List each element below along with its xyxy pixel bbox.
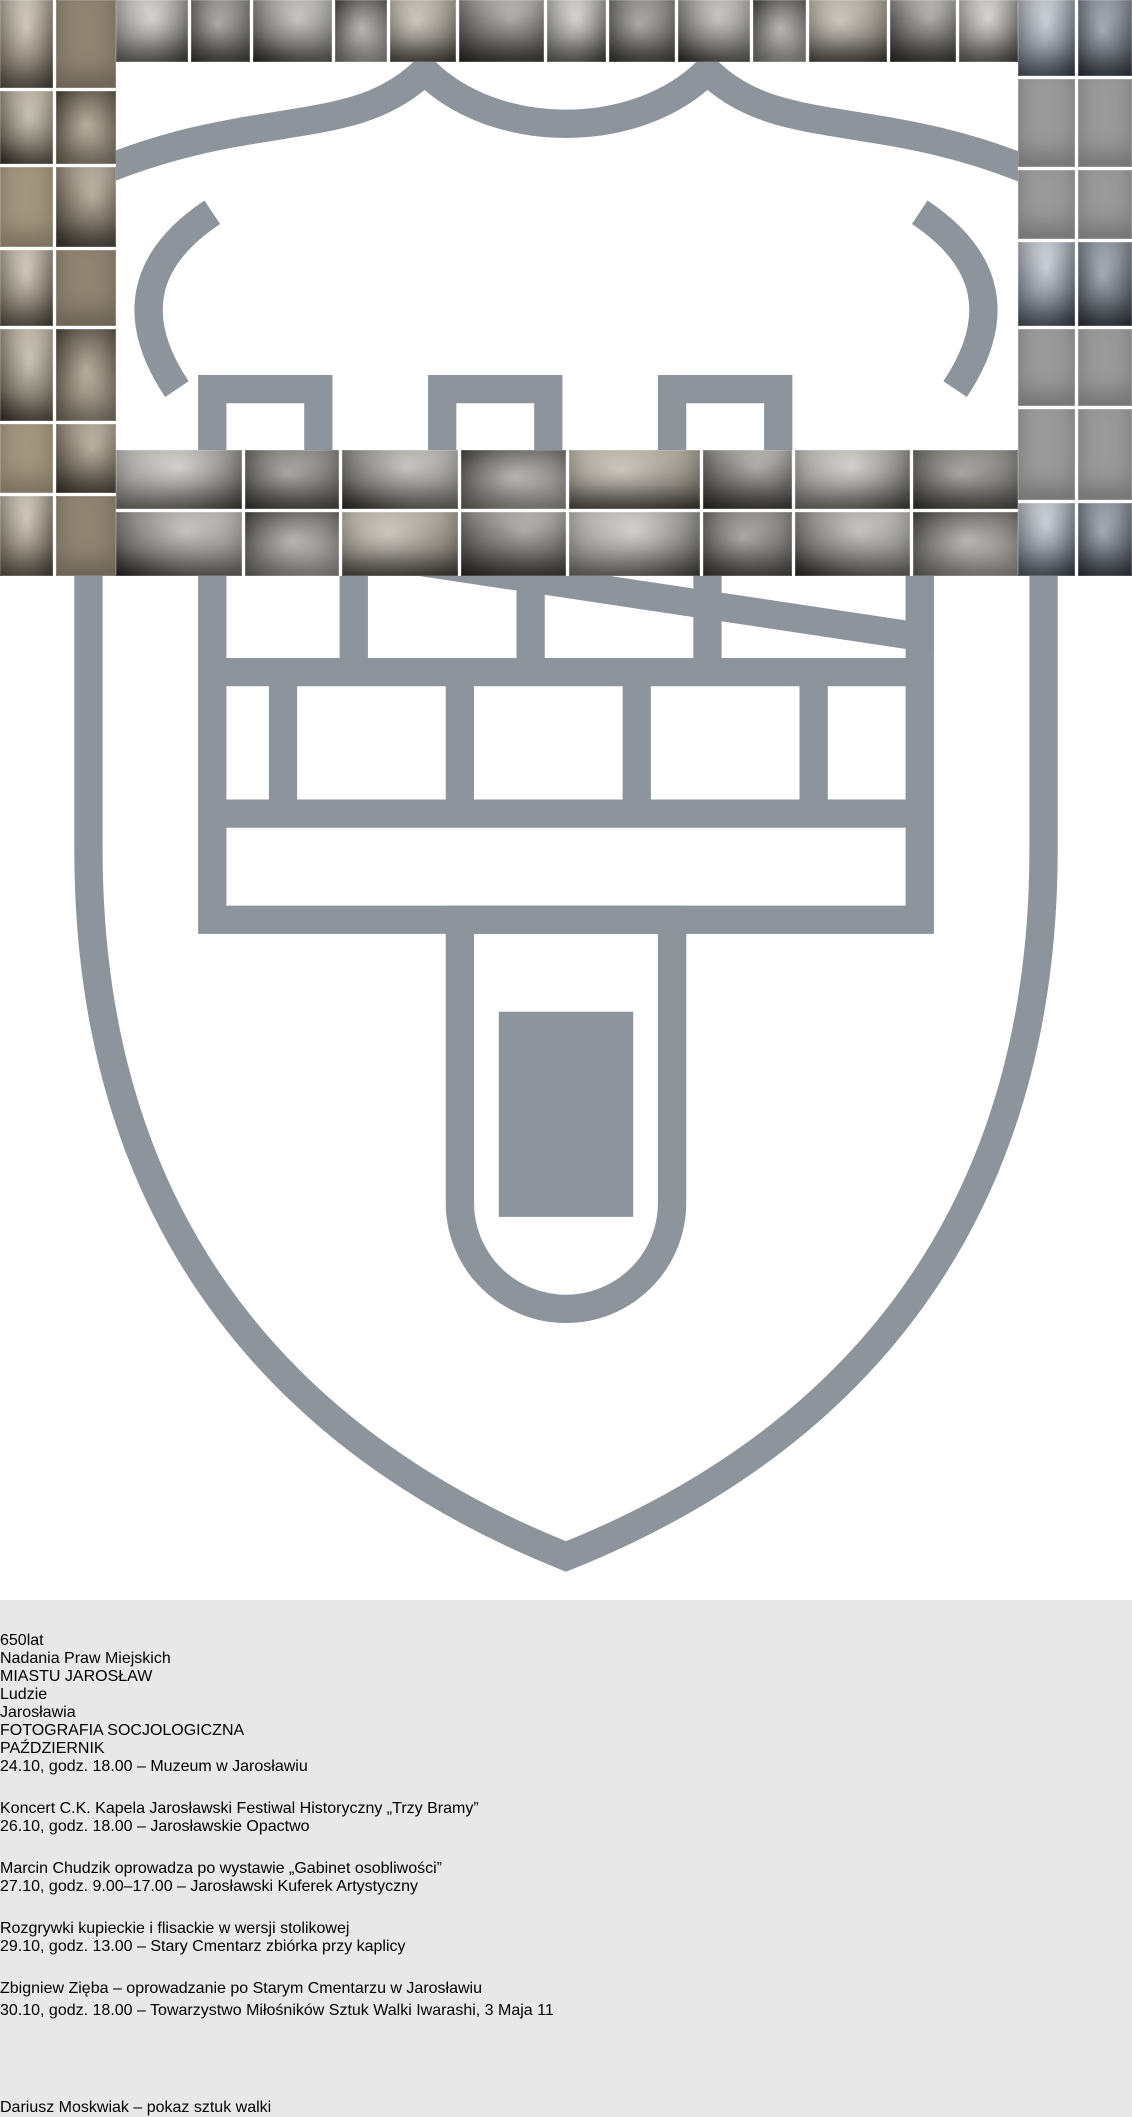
photo-tile bbox=[116, 0, 188, 62]
photo-collage-middle bbox=[116, 450, 1018, 576]
photo-tile bbox=[1078, 503, 1132, 576]
photo-collage-right bbox=[1018, 0, 1132, 576]
event-2-description bbox=[0, 1860, 1132, 1878]
photo-tile bbox=[461, 450, 566, 509]
photo-collage-left bbox=[0, 0, 116, 576]
photo-tile bbox=[459, 0, 544, 62]
photo-tile bbox=[913, 450, 1018, 509]
photo-tile bbox=[795, 450, 910, 509]
photo-tile bbox=[1018, 0, 1075, 76]
anniversary-years: 650 bbox=[0, 1632, 27, 1650]
anniversary-years-suffix: lat bbox=[26, 1632, 44, 1650]
month-heading-text: PAŹDZIERNIK bbox=[0, 1740, 105, 1758]
event-2-header-bar bbox=[0, 1818, 700, 1860]
photo-tile bbox=[335, 0, 387, 62]
event-5-description-text bbox=[0, 2099, 1132, 2117]
event-3-header-text bbox=[0, 1878, 942, 1896]
event-5-header-bar bbox=[0, 1998, 908, 2099]
photo-tile bbox=[342, 450, 457, 509]
photo-tile bbox=[116, 450, 242, 509]
photo-tile bbox=[795, 512, 910, 576]
photo-tile bbox=[0, 250, 53, 326]
photo-tile bbox=[890, 0, 956, 62]
poster-title-line2: Jarosławia bbox=[0, 1704, 76, 1722]
event-4-header-bar bbox=[0, 1938, 856, 1980]
photo-tile bbox=[1018, 170, 1075, 239]
photo-tile bbox=[1078, 0, 1132, 76]
photo-tile bbox=[461, 512, 566, 576]
event-1-subtitle: Jarosławski Festiwal Historyczny „Trzy Bramy” bbox=[149, 1800, 479, 1818]
event-5-title: Dariusz Moskwiak – pokaz sztuk walki bbox=[0, 2099, 272, 2117]
photo-tile bbox=[959, 0, 1018, 62]
photo-tile bbox=[1078, 242, 1132, 326]
photo-tile bbox=[245, 512, 339, 576]
event-5-date-location-line2: Walki Iwarashi, 3 Maja 11 bbox=[373, 2002, 554, 2020]
photo-tile bbox=[56, 496, 116, 576]
photo-tile bbox=[0, 0, 53, 88]
anniversary-number bbox=[0, 1632, 1132, 1650]
photo-tile bbox=[1078, 170, 1132, 239]
logo-caption-line1: Nadania Praw Miejskich bbox=[0, 1650, 171, 1668]
photo-tile bbox=[1078, 409, 1132, 501]
photo-tile bbox=[116, 512, 242, 576]
event-2-header-text bbox=[0, 1818, 700, 1836]
photo-tile bbox=[809, 0, 888, 62]
photo-tile bbox=[569, 512, 700, 576]
event-1-description-text bbox=[0, 1800, 1132, 1818]
photo-tile bbox=[1018, 329, 1075, 405]
poster-title-line1: Ludzie bbox=[0, 1686, 48, 1704]
event-3-date-location: 27.10, godz. 9.00–17.00 – Jarosławski Kuferek Artystyczny bbox=[0, 1878, 419, 1896]
event-4-date-location: 29.10, godz. 13.00 – Stary Cmentarz bbox=[0, 1938, 262, 1956]
photo-tile bbox=[547, 0, 606, 62]
photo-tile bbox=[703, 450, 792, 509]
photo-tile bbox=[678, 0, 750, 62]
event-1-header-text bbox=[0, 1758, 685, 1776]
photo-tile bbox=[0, 424, 53, 493]
event-2-date-location: 26.10, godz. 18.00 – Jarosławskie Opactwo bbox=[0, 1818, 310, 1836]
photo-tile bbox=[703, 512, 792, 576]
photo-tile bbox=[390, 0, 456, 62]
event-4-header-text bbox=[0, 1938, 856, 1956]
logo-caption-line2: MIASTU JAROSŁAW bbox=[0, 1668, 153, 1686]
event-2-title: Marcin Chudzik oprowadza po wystawie „Gabinet osobliwości” bbox=[0, 1860, 442, 1878]
event-1-title: Koncert C.K. Kapela bbox=[0, 1800, 145, 1818]
event-4-meeting-note: zbiórka przy kaplicy bbox=[265, 1938, 406, 1956]
photo-collage-top bbox=[116, 0, 1018, 62]
photo-tile bbox=[569, 450, 700, 509]
photo-tile bbox=[56, 0, 116, 88]
event-5-description bbox=[0, 2099, 1132, 2117]
photo-tile bbox=[1018, 242, 1075, 326]
photo-tile bbox=[0, 329, 53, 421]
photo-tile bbox=[56, 424, 116, 493]
event-1-description bbox=[0, 1800, 1132, 1818]
event-5-header-text bbox=[0, 2002, 908, 2020]
event-2-description-text bbox=[0, 1860, 1132, 1878]
photo-tile bbox=[56, 91, 116, 164]
event-1-header-bar bbox=[0, 1758, 685, 1800]
photo-tile bbox=[1078, 329, 1132, 405]
event-1-date-location: 24.10, godz. 18.00 – Muzeum w Jarosławiu bbox=[0, 1758, 308, 1776]
poster-subtitle: FOTOGRAFIA SOCJOLOGICZNA bbox=[0, 1722, 245, 1740]
photo-tile bbox=[1078, 79, 1132, 167]
event-3-header-bar bbox=[0, 1878, 942, 1920]
photo-tile bbox=[56, 329, 116, 421]
photo-tile bbox=[0, 91, 53, 164]
month-heading bbox=[0, 1740, 1132, 1758]
event-3-title: Rozgrywki kupieckie i flisackie w wersji stolikowej bbox=[0, 1920, 350, 1938]
event-5-date-location-line1: 30.10, godz. 18.00 – Towarzystwo Miłośników Sztuk bbox=[0, 2002, 369, 2020]
photo-tile bbox=[1018, 79, 1075, 167]
event-4-description-text bbox=[0, 1980, 1132, 1998]
event-4-title: Zbigniew Zięba – oprowadzanie po Starym Cmentarzu w Jarosławiu bbox=[0, 1980, 482, 1998]
photo-tile bbox=[342, 512, 457, 576]
event-4-description bbox=[0, 1980, 1132, 1998]
photo-tile bbox=[1018, 409, 1075, 501]
photo-tile bbox=[1018, 503, 1075, 576]
photo-tile bbox=[0, 167, 53, 247]
photo-tile bbox=[56, 167, 116, 247]
photo-tile bbox=[753, 0, 805, 62]
photo-tile bbox=[191, 0, 250, 62]
photo-tile bbox=[0, 496, 53, 576]
event-3-description-text bbox=[0, 1920, 1132, 1938]
event-3-description bbox=[0, 1920, 1132, 1938]
photo-tile bbox=[56, 250, 116, 326]
subtitle-band bbox=[0, 1722, 1132, 1740]
photo-tile bbox=[913, 512, 1018, 576]
photo-tile bbox=[253, 0, 332, 62]
photo-tile bbox=[609, 0, 675, 62]
photo-tile bbox=[245, 450, 339, 509]
